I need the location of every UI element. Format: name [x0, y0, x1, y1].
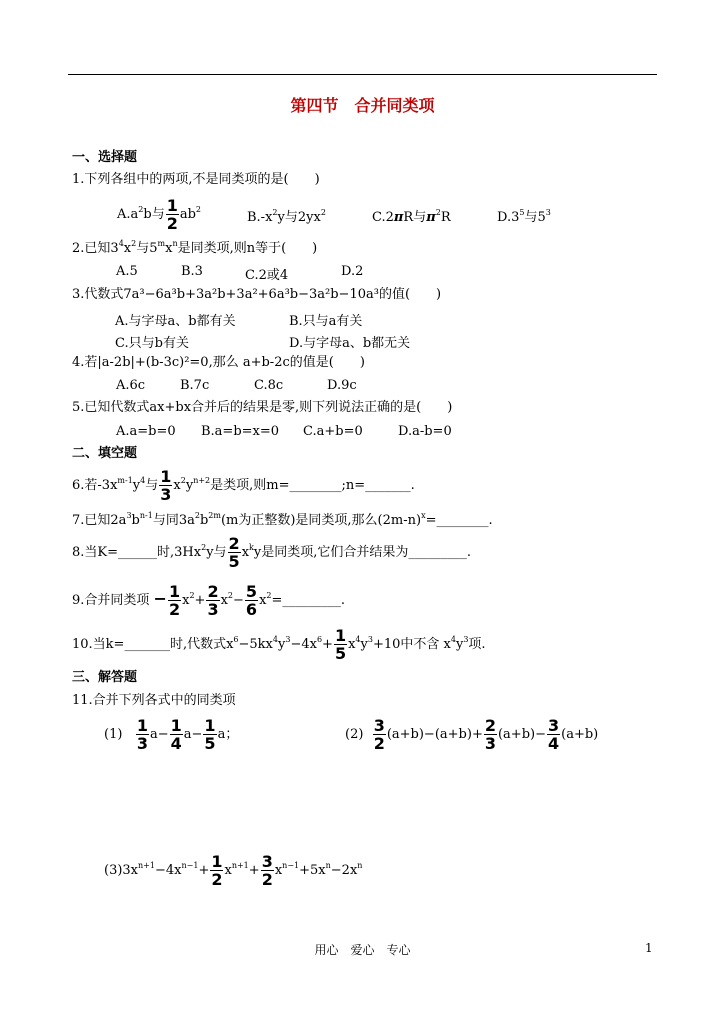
question-4-option-a: A.6c	[116, 378, 146, 393]
fraction: $\frac{5}{6}$	[245, 582, 258, 619]
question-5-stem: 5.已知代数式ax+bx合并后的结果是零,则下列说法正确的是( )	[72, 400, 453, 415]
fraction: $\frac{1}{2}$	[211, 852, 223, 889]
question-1-stem: 1.下列各组中的两项,不是同类项的是( )	[72, 172, 320, 187]
question-2-option-a: A.5	[116, 264, 138, 279]
question-3-option-b: B.只与a有关	[289, 314, 363, 329]
question-11-part-1: (1) $\frac{1}{3}$ a− $\frac{1}{4}$ a− $\frac{1}{5}$ a；	[104, 716, 239, 753]
page-number: 1	[645, 941, 653, 955]
question-2-option-c: C.2或4	[245, 268, 289, 283]
question-3-stem: 3.代数式7a³−6a³b+3a²b+3a²+6a³b−3a²b−10a³的值( )	[72, 287, 442, 302]
question-7: 7.已知$2a^3b^{n-1}$与同$3a^2b^{2m}(m$为正整数)是同类项,那么$(2m-n)^x=\_\_\_\_\_\_\_\_$.	[72, 511, 493, 528]
question-4-option-c: C.8c	[254, 378, 284, 393]
fraction: $\frac{2}{3}$	[207, 582, 219, 619]
question-11-part-3: $(3)3x^{n+1}-4x^{n-1}+$ $\frac{1}{2}$ $x^{n+1}+$ $\frac{3}{2}$ $x^{n-1}+5x^n-2x^n$	[104, 852, 363, 889]
question-4-option-b: B.7c	[180, 378, 210, 393]
question-4-stem: 4.若|a-2b|+(b-3c)²=0,那么 a+b-2c的值是( )	[72, 355, 365, 370]
question-1-option-d: $D.3^5$与$5^3$	[497, 208, 551, 225]
fraction: $\frac{1}{3}$	[136, 716, 148, 753]
question-5-option-b: B.a=b=x=0	[201, 424, 280, 439]
question-3-option-d: D.与字母a、b都无关	[289, 336, 411, 351]
question-4-option-d: D.9c	[327, 378, 357, 393]
question-1-option-a: $A.a^2b$与 $\frac{1}{2}$ $ab^2$	[117, 196, 202, 233]
question-5-option-a: A.a=b=0	[116, 424, 176, 439]
fraction: $\frac{1}{2}$	[168, 582, 181, 619]
header-rule	[68, 74, 657, 75]
fraction: $\frac{1}{3}$	[160, 467, 172, 504]
fraction: $\frac{2}{5}$	[228, 534, 240, 571]
question-5-option-c: C.a+b=0	[303, 424, 363, 439]
question-8: 8.当K=______时,3Hx$^2$y与 $\frac{2}{5}$ $x^ky$是同类项,它们合并结果为_________.	[72, 534, 471, 571]
fraction: $\frac{1}{2}$	[166, 196, 178, 233]
fraction: $\frac{3}{4}$	[548, 716, 560, 753]
question-9: 9.合并同类项 − $\frac{1}{2}$ $x^2+$ $\frac{2}{3}$ $x^2-$ $\frac{5}{6}$ $x^2=\_\_\_\_\_\_\_\_\_$.	[72, 582, 346, 619]
fraction: $\frac{1}{4}$	[170, 716, 182, 753]
fraction: $\frac{3}{2}$	[261, 852, 273, 889]
fraction: $\frac{3}{2}$	[373, 716, 385, 753]
question-2-option-b: B.3	[181, 264, 203, 279]
question-1-option-c: C.2πR与$\pi^2R$	[372, 208, 451, 225]
question-11-stem: 11.合并下列各式中的同类项	[72, 693, 236, 708]
question-1-option-b: $B.-x^2y$与$2yx^2$	[247, 208, 326, 225]
question-2-option-d: D.2	[341, 264, 364, 279]
question-6: 6.若$-3x^{m-1}y^4$与 $\frac{1}{3}$ $x^2y^{n+2}$是类项,则m=________;n=_______.	[72, 467, 415, 504]
question-2-stem: 2.已知$3^4x^2$与$5^mx^n$是同类项,则n等于( )	[72, 239, 318, 256]
question-10: 10.当k=_______时,代数式$x^6-5kx^4y^3-4x^6+$ $\frac{1}{5}$ $x^4y^3+10$中不含 $x^4y^3$项.	[72, 626, 486, 663]
question-5-option-d: D.a-b=0	[398, 424, 452, 439]
section-heading-solve: 三、解答题	[72, 670, 138, 685]
fraction: $\frac{2}{3}$	[484, 716, 496, 753]
page-footer: 用心 爱心 专心	[314, 943, 411, 957]
section-heading-fill: 二、填空题	[72, 446, 138, 461]
page-title: 第四节 合并同类项	[290, 96, 435, 115]
fraction: $\frac{1}{5}$	[334, 626, 347, 663]
question-3-option-a: A.与字母a、b都有关	[115, 314, 236, 329]
section-heading-choice: 一、选择题	[72, 150, 138, 165]
fraction: $\frac{1}{5}$	[204, 716, 216, 753]
question-3-option-c: C.只与b有关	[115, 336, 189, 351]
question-11-part-2: (2) $\frac{3}{2}$ (a+b)−(a+b)+ $\frac{2}{3}$ (a+b)− $\frac{3}{4}$ (a+b)	[345, 716, 599, 753]
